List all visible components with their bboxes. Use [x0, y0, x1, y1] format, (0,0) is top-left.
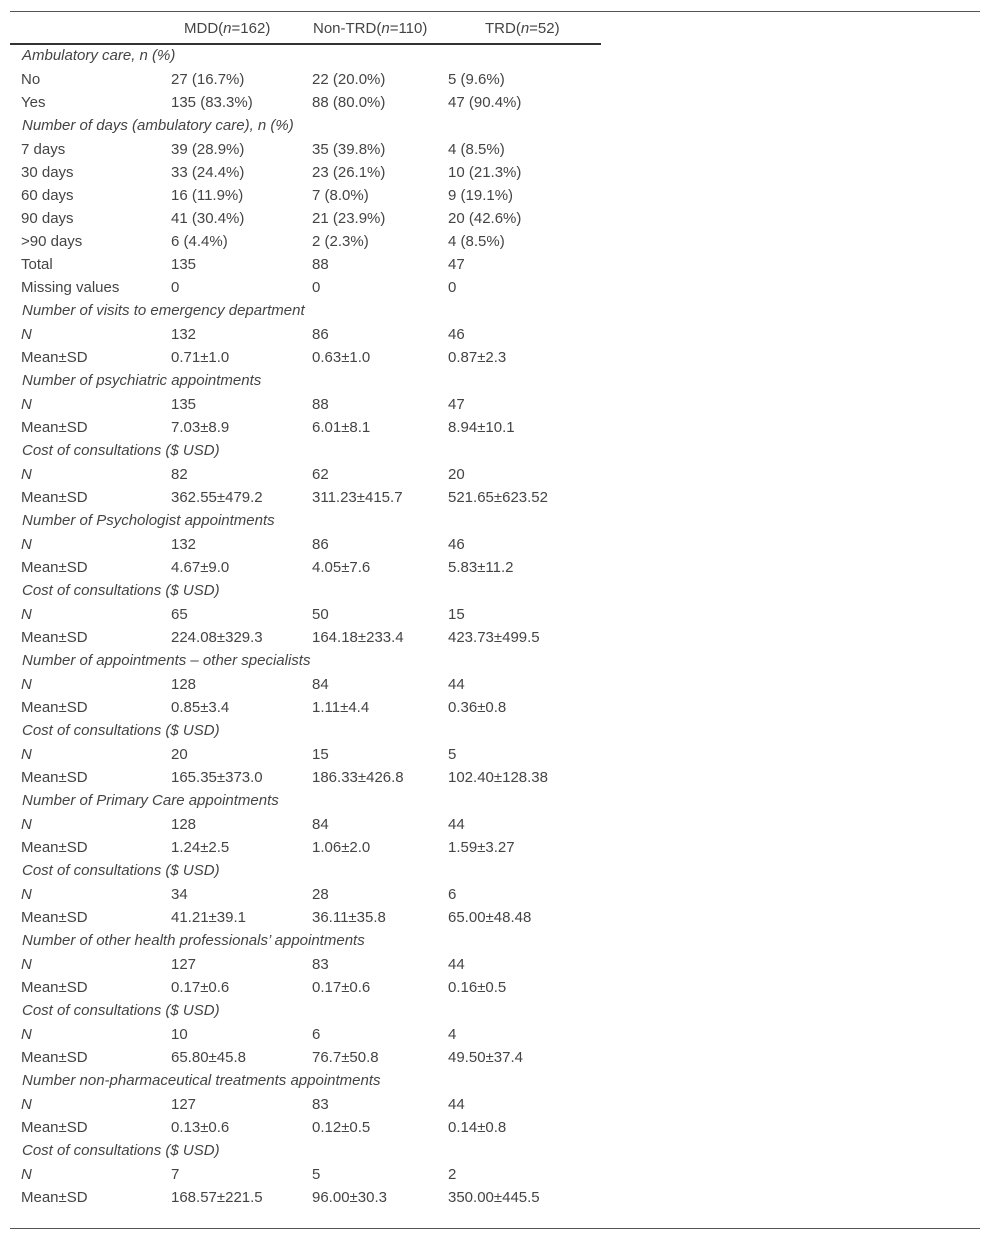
cell-non-trd: 76.7±50.8 [312, 1049, 379, 1066]
row-label: Mean±SD [21, 699, 88, 716]
cell-mdd: 135 (83.3%) [171, 94, 253, 111]
row-label: N [21, 1096, 32, 1113]
section-title: Number of appointments – other specialists [22, 652, 311, 669]
cell-non-trd: 2 (2.3%) [312, 233, 369, 250]
table-row [10, 162, 610, 184]
cell-non-trd: 88 [312, 256, 329, 273]
cell-mdd: 127 [171, 1096, 197, 1113]
cell-trd: 521.65±623.52 [448, 489, 548, 506]
cell-trd: 20 (42.6%) [448, 210, 522, 227]
cell-non-trd: 96.00±30.3 [312, 1189, 387, 1206]
row-label: Mean±SD [21, 1049, 88, 1066]
row-label: Mean±SD [21, 489, 88, 506]
table-row [10, 1187, 610, 1209]
section-title: Cost of consultations ($ USD) [22, 722, 220, 739]
row-label: >90 days [21, 233, 83, 250]
row-label: Mean±SD [21, 349, 88, 366]
cell-mdd: 41.21±39.1 [171, 909, 246, 926]
row-label: N [21, 396, 32, 413]
cell-non-trd: 6 [312, 1026, 321, 1043]
section-title: Number non-pharmaceutical treatments appointments [22, 1072, 381, 1089]
cell-mdd: 7.03±8.9 [171, 419, 230, 436]
table-row [10, 1094, 610, 1116]
row-label: 90 days [21, 210, 74, 227]
cell-non-trd: 0.63±1.0 [312, 349, 371, 366]
row-label: Mean±SD [21, 629, 88, 646]
cell-mdd: 6 (4.4%) [171, 233, 228, 250]
section-title: Number of Psychologist appointments [22, 512, 275, 529]
cell-trd: 44 [448, 676, 465, 693]
cell-non-trd: 0.17±0.6 [312, 979, 371, 996]
cell-non-trd: 88 (80.0%) [312, 94, 386, 111]
cell-mdd: 33 (24.4%) [171, 164, 245, 181]
cell-non-trd: 35 (39.8%) [312, 141, 386, 158]
cell-trd: 46 [448, 536, 465, 553]
cell-mdd: 135 [171, 256, 197, 273]
section-title: Cost of consultations ($ USD) [22, 862, 220, 879]
header-non-trd: Non-TRD(n=110) [313, 20, 428, 37]
row-label: N [21, 1026, 32, 1043]
cell-mdd: 0.13±0.6 [171, 1119, 230, 1136]
table-row [10, 208, 610, 230]
cell-mdd: 39 (28.9%) [171, 141, 245, 158]
cell-non-trd: 23 (26.1%) [312, 164, 386, 181]
row-label: 60 days [21, 187, 74, 204]
cell-non-trd: 84 [312, 676, 329, 693]
table-row [10, 534, 610, 556]
table-row [10, 394, 610, 416]
cell-mdd: 132 [171, 326, 197, 343]
cell-trd: 0.16±0.5 [448, 979, 507, 996]
cell-trd: 5.83±11.2 [448, 559, 514, 576]
cell-non-trd: 15 [312, 746, 329, 763]
cell-mdd: 128 [171, 816, 197, 833]
table-row [10, 92, 610, 114]
cell-mdd: 1.24±2.5 [171, 839, 230, 856]
cell-trd: 49.50±37.4 [448, 1049, 523, 1066]
cell-non-trd: 0 [312, 279, 321, 296]
cell-trd: 65.00±48.48 [448, 909, 532, 926]
cell-non-trd: 36.11±35.8 [312, 909, 386, 926]
cell-non-trd: 311.23±415.7 [312, 489, 403, 506]
cell-trd: 8.94±10.1 [448, 419, 515, 436]
cell-trd: 4 [448, 1026, 457, 1043]
cell-trd: 47 [448, 396, 465, 413]
section-title: Ambulatory care, n (%) [22, 47, 176, 64]
row-label: N [21, 606, 32, 623]
cell-trd: 47 (90.4%) [448, 94, 522, 111]
row-label: 7 days [21, 141, 66, 158]
table-row [10, 697, 610, 719]
row-label: Mean±SD [21, 769, 88, 786]
cell-non-trd: 4.05±7.6 [312, 559, 371, 576]
cell-non-trd: 84 [312, 816, 329, 833]
row-label: Yes [21, 94, 46, 111]
section-title: Cost of consultations ($ USD) [22, 442, 220, 459]
cell-mdd: 135 [171, 396, 197, 413]
section-title: Number of other health professionals’ appointments [22, 932, 365, 949]
cell-non-trd: 5 [312, 1166, 321, 1183]
cell-mdd: 34 [171, 886, 188, 903]
cell-trd: 6 [448, 886, 457, 903]
section-title: Cost of consultations ($ USD) [22, 1002, 220, 1019]
cell-trd: 0.36±0.8 [448, 699, 507, 716]
row-label: Missing values [21, 279, 120, 296]
cell-trd: 9 (19.1%) [448, 187, 514, 204]
cell-trd: 47 [448, 256, 465, 273]
cell-mdd: 127 [171, 956, 197, 973]
cell-mdd: 0 [171, 279, 180, 296]
cell-mdd: 65 [171, 606, 188, 623]
table-row [10, 185, 610, 207]
cell-trd: 1.59±3.27 [448, 839, 515, 856]
row-label: No [21, 71, 41, 88]
table-row [10, 69, 610, 91]
table-row [10, 907, 610, 929]
cell-mdd: 82 [171, 466, 188, 483]
row-label: N [21, 816, 32, 833]
cell-mdd: 0.85±3.4 [171, 699, 230, 716]
cell-trd: 5 (9.6%) [448, 71, 505, 88]
table-row [10, 1117, 610, 1139]
header-mdd: MDD(n=162) [184, 20, 271, 37]
cell-trd: 0.14±0.8 [448, 1119, 507, 1136]
row-label: Mean±SD [21, 979, 88, 996]
cell-trd: 4 (8.5%) [448, 141, 505, 158]
section-title: Cost of consultations ($ USD) [22, 582, 220, 599]
row-label: Mean±SD [21, 839, 88, 856]
cell-non-trd: 1.06±2.0 [312, 839, 371, 856]
table-row [10, 324, 610, 346]
cell-mdd: 27 (16.7%) [171, 71, 245, 88]
row-label: N [21, 466, 32, 483]
table-row [10, 884, 610, 906]
row-label: Mean±SD [21, 419, 88, 436]
table-row [10, 744, 610, 766]
cell-mdd: 224.08±329.3 [171, 629, 263, 646]
cell-mdd: 0.17±0.6 [171, 979, 230, 996]
section-title: Cost of consultations ($ USD) [22, 1142, 220, 1159]
cell-non-trd: 22 (20.0%) [312, 71, 386, 88]
cell-mdd: 7 [171, 1166, 180, 1183]
cell-non-trd: 0.12±0.5 [312, 1119, 371, 1136]
cell-mdd: 41 (30.4%) [171, 210, 245, 227]
cell-mdd: 20 [171, 746, 188, 763]
cell-trd: 350.00±445.5 [448, 1189, 540, 1206]
cell-mdd: 10 [171, 1026, 188, 1043]
cell-non-trd: 88 [312, 396, 329, 413]
row-label: N [21, 326, 32, 343]
row-label: N [21, 676, 32, 693]
table-row [10, 954, 610, 976]
data-table [10, 11, 980, 1229]
row-label: N [21, 956, 32, 973]
table-row [10, 139, 610, 161]
table-row [10, 464, 610, 486]
header-trd: TRD(n=52) [485, 20, 560, 37]
table-row [10, 977, 610, 999]
table-row [10, 557, 610, 579]
table-row [10, 487, 610, 509]
cell-trd: 0 [448, 279, 457, 296]
section-title: Number of visits to emergency department [22, 302, 305, 319]
cell-trd: 5 [448, 746, 457, 763]
table-row [10, 417, 610, 439]
row-label: N [21, 886, 32, 903]
row-label: N [21, 746, 32, 763]
cell-non-trd: 86 [312, 536, 329, 553]
section-title: Number of psychiatric appointments [22, 372, 262, 389]
cell-mdd: 132 [171, 536, 197, 553]
cell-mdd: 168.57±221.5 [171, 1189, 263, 1206]
table-row [10, 1164, 610, 1186]
cell-trd: 46 [448, 326, 465, 343]
cell-non-trd: 6.01±8.1 [312, 419, 371, 436]
table-row [10, 1047, 610, 1069]
row-label: Total [21, 256, 53, 273]
cell-non-trd: 21 (23.9%) [312, 210, 386, 227]
cell-trd: 44 [448, 956, 465, 973]
cell-non-trd: 1.11±4.4 [312, 699, 370, 716]
cell-non-trd: 86 [312, 326, 329, 343]
cell-non-trd: 7 (8.0%) [312, 187, 369, 204]
table-row [10, 837, 610, 859]
cell-trd: 44 [448, 1096, 465, 1113]
section-title: Number of Primary Care appointments [22, 792, 279, 809]
cell-mdd: 362.55±479.2 [171, 489, 263, 506]
cell-non-trd: 83 [312, 956, 329, 973]
cell-mdd: 4.67±9.0 [171, 559, 230, 576]
table-row [10, 277, 610, 299]
table-row [10, 814, 610, 836]
cell-trd: 423.73±499.5 [448, 629, 540, 646]
cell-trd: 44 [448, 816, 465, 833]
row-label: Mean±SD [21, 559, 88, 576]
cell-mdd: 16 (11.9%) [171, 187, 244, 204]
table-row [10, 674, 610, 696]
cell-trd: 2 [448, 1166, 457, 1183]
row-label: Mean±SD [21, 1189, 88, 1206]
row-label: N [21, 1166, 32, 1183]
cell-trd: 10 (21.3%) [448, 164, 522, 181]
table-row [10, 627, 610, 649]
cell-non-trd: 28 [312, 886, 329, 903]
row-label: 30 days [21, 164, 74, 181]
row-label: N [21, 536, 32, 553]
cell-mdd: 65.80±45.8 [171, 1049, 246, 1066]
cell-trd: 4 (8.5%) [448, 233, 505, 250]
table-header [10, 12, 601, 45]
cell-non-trd: 50 [312, 606, 329, 623]
section-title: Number of days (ambulatory care), n (%) [22, 117, 294, 134]
row-label: Mean±SD [21, 1119, 88, 1136]
table-row [10, 231, 610, 253]
row-label: Mean±SD [21, 909, 88, 926]
table-row [10, 1024, 610, 1046]
cell-trd: 0.87±2.3 [448, 349, 507, 366]
cell-non-trd: 164.18±233.4 [312, 629, 404, 646]
cell-trd: 20 [448, 466, 465, 483]
cell-non-trd: 186.33±426.8 [312, 769, 404, 786]
table-row [10, 254, 610, 276]
table-row [10, 347, 610, 369]
table-row [10, 604, 610, 626]
cell-mdd: 165.35±373.0 [171, 769, 263, 786]
cell-trd: 102.40±128.38 [448, 769, 548, 786]
cell-trd: 15 [448, 606, 465, 623]
table-row [10, 767, 610, 789]
cell-mdd: 0.71±1.0 [171, 349, 230, 366]
cell-mdd: 128 [171, 676, 197, 693]
cell-non-trd: 83 [312, 1096, 329, 1113]
cell-non-trd: 62 [312, 466, 329, 483]
